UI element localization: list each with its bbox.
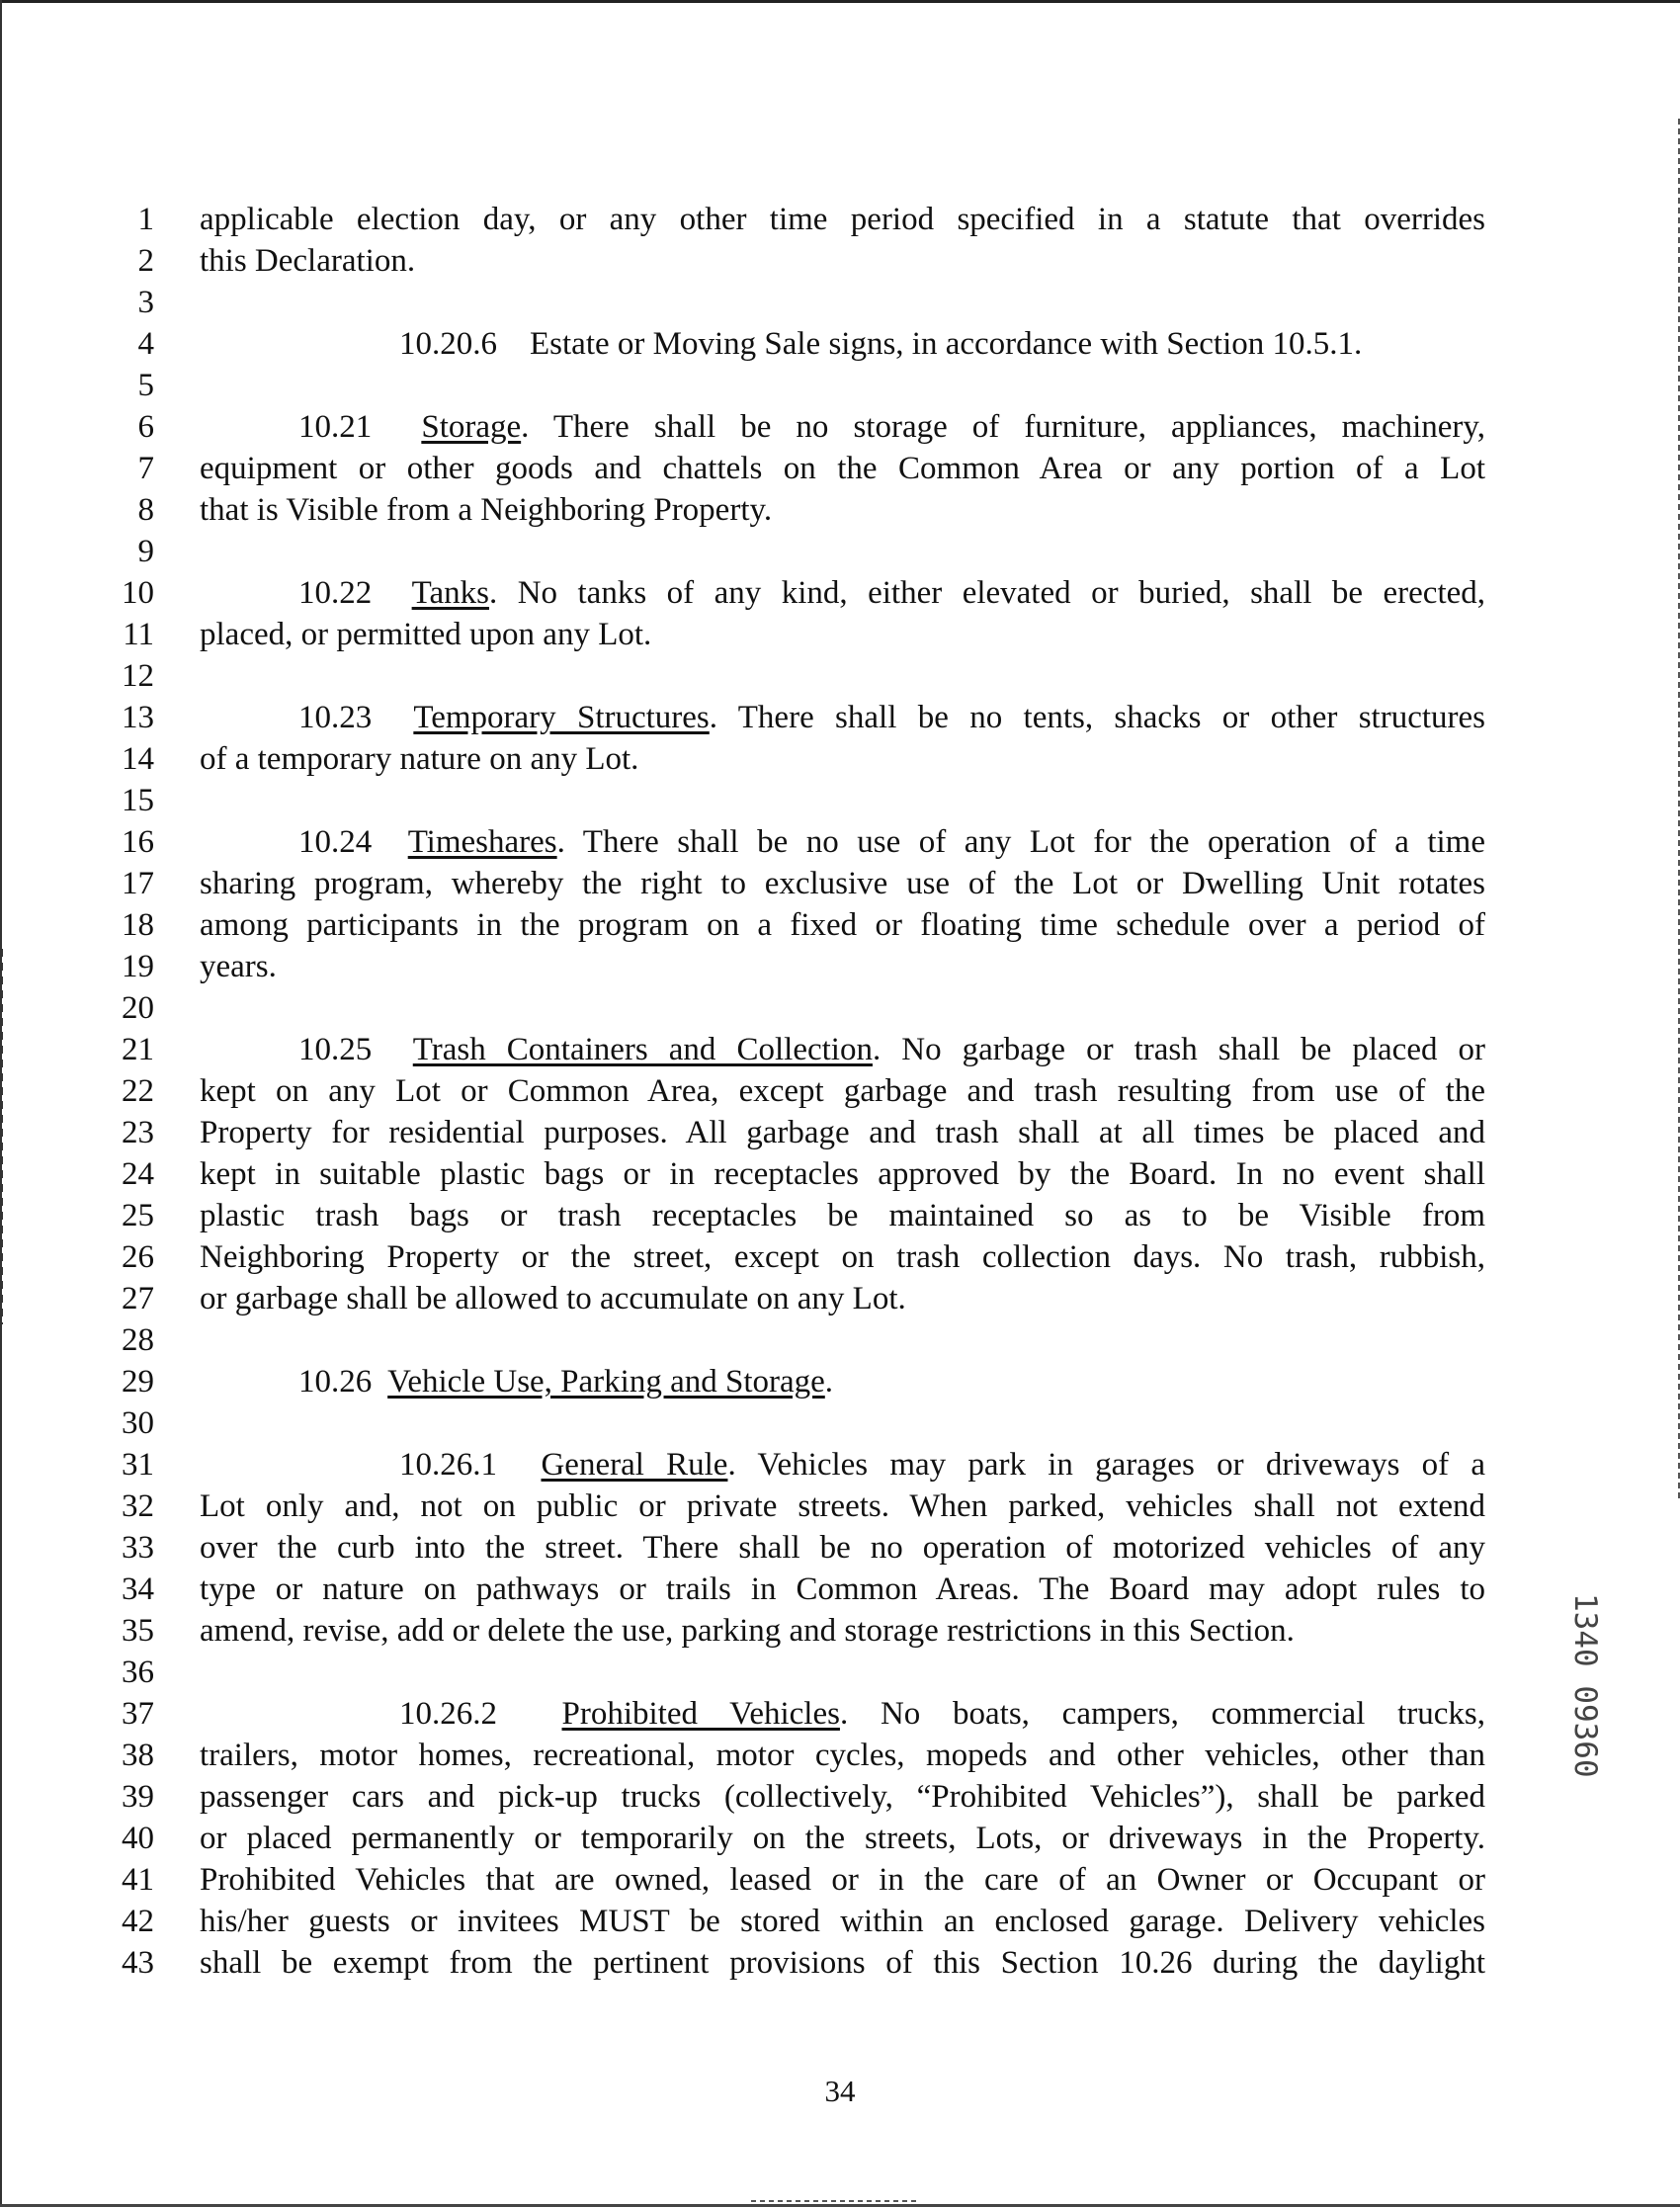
line-text: plastic trash bags or trash receptacles be maintained so as to be Visible from [200, 1198, 1485, 1233]
section-number: 10.21 [298, 409, 397, 445]
line-text: Neighboring Property or the street, except on trash collection days. No trash, rubbish, [200, 1239, 1485, 1275]
section-body: . Vehicles may park in garages or driveways of a [727, 1447, 1486, 1483]
line-text: his/her guests or invitees MUST be stored within an enclosed garage. Delivery vehicles [200, 1904, 1485, 1939]
line-text: sharing program, whereby the right to exclusive use of the Lot or Dwelling Unit rotates [200, 866, 1485, 901]
line-text: 10.20.6 Estate or Moving Sale signs, in accordance with Section 10.5.1. [399, 326, 1363, 362]
line-text [399, 1444, 1485, 1485]
line-text: kept in suitable plastic bags or in receptacles approved by the Board. In no event shall [200, 1156, 1485, 1192]
document-line [0, 1693, 1680, 1735]
line-text [298, 1361, 1485, 1402]
document-line [0, 1652, 1680, 1693]
line-number: 10 [122, 575, 154, 611]
line-number: 9 [137, 534, 154, 569]
section-heading: Temporary Structures [413, 700, 710, 735]
section-body: . No tanks of any kind, either elevated or buried, shall be erected, [488, 575, 1486, 611]
line-number: 35 [122, 1613, 154, 1649]
line-number: 23 [122, 1115, 154, 1150]
section-number: 10.26.2 [399, 1696, 530, 1732]
line-number: 29 [122, 1364, 154, 1400]
document-line [0, 1569, 1680, 1610]
section-number: 10.26.1 [399, 1447, 520, 1483]
document-line [0, 863, 1680, 904]
document-line [0, 365, 1680, 406]
section-heading: Vehicle Use, Parking and Storage [387, 1364, 825, 1400]
document-line [0, 448, 1680, 489]
line-text: shall be exempt from the pertinent provisions of this Section 10.26 during the daylight [200, 1945, 1485, 1981]
document-line [0, 282, 1680, 323]
line-text: kept on any Lot or Common Area, except garbage and trash resulting from use of the [200, 1073, 1485, 1109]
line-text: or garbage shall be allowed to accumulate on any Lot. [200, 1281, 906, 1316]
line-text: Prohibited Vehicles that are owned, leased or in the care of an Owner or Occupant or [200, 1862, 1485, 1898]
line-text: amend, revise, add or delete the use, parking and storage restrictions in this Section. [200, 1613, 1295, 1649]
line-text: trailers, motor homes, recreational, motor cycles, mopeds and other vehicles, other than [200, 1738, 1485, 1773]
line-text: this Declaration. [200, 243, 416, 279]
line-text: or placed permanently or temporarily on the streets, Lots, or driveways in the Property. [200, 1821, 1485, 1856]
line-text: years. [200, 949, 277, 984]
line-number: 26 [122, 1239, 154, 1275]
line-number: 42 [122, 1904, 154, 1939]
line-number: 6 [137, 409, 154, 445]
line-number: 34 [122, 1571, 154, 1607]
document-line [0, 406, 1680, 448]
line-number: 12 [122, 658, 154, 694]
line-text [298, 572, 1485, 614]
line-text [298, 821, 1485, 863]
scan-bottom-dash [751, 2200, 919, 2202]
section-heading: General Rule [541, 1447, 728, 1483]
document-line [0, 323, 1680, 365]
line-number: 15 [122, 783, 154, 818]
line-number: 19 [122, 949, 154, 984]
section-body: . There shall be no use of any Lot for the operation of a time [556, 824, 1485, 860]
document-line [0, 1319, 1680, 1361]
line-text [399, 1693, 1485, 1735]
document-line [0, 1818, 1680, 1859]
line-text: applicable election day, or any other time period specified in a statute that overrides [200, 202, 1485, 237]
line-number: 22 [122, 1073, 154, 1109]
section-body: . No boats, campers, commercial trucks, [839, 1696, 1486, 1732]
line-text: among participants in the program on a fixed or floating time schedule over a period of [200, 907, 1485, 943]
document-line [0, 1859, 1680, 1901]
page-number: 34 [824, 2074, 856, 2108]
document-line [0, 1942, 1680, 1984]
line-number: 36 [122, 1655, 154, 1690]
line-number: 38 [122, 1738, 154, 1773]
line-text [298, 697, 1485, 738]
line-number: 2 [137, 243, 154, 279]
section-body: . There shall be no tents, shacks or other structures [709, 700, 1486, 735]
document-line [0, 1402, 1680, 1444]
line-text: Property for residential purposes. All garbage and trash shall at all times be placed and [200, 1115, 1485, 1150]
line-number: 33 [122, 1530, 154, 1566]
line-text: type or nature on pathways or trails in Common Areas. The Board may adopt rules to [200, 1571, 1485, 1607]
line-number: 11 [123, 617, 154, 652]
line-text: Lot only and, not on public or private streets. When parked, vehicles shall not extend [200, 1488, 1485, 1524]
line-number: 32 [122, 1488, 154, 1524]
recording-stamp [1567, 1593, 1650, 1929]
document-line [0, 946, 1680, 987]
document-line [0, 531, 1680, 572]
document-line [0, 1527, 1680, 1569]
line-number: 17 [122, 866, 154, 901]
line-number: 18 [122, 907, 154, 943]
scan-edge-top [0, 0, 1680, 3]
line-number: 1 [137, 202, 154, 237]
document-line [0, 821, 1680, 863]
document-line [0, 1444, 1680, 1485]
line-number: 7 [137, 451, 154, 486]
section-heading: Trash Containers and Collection [412, 1032, 873, 1067]
section-number: 10.22 [298, 575, 392, 611]
line-number: 30 [122, 1405, 154, 1441]
document-line [0, 780, 1680, 821]
line-number: 3 [137, 285, 154, 320]
document-line [0, 199, 1680, 240]
document-line [0, 1901, 1680, 1942]
line-number: 4 [137, 326, 154, 362]
section-number: 10.25 [298, 1032, 393, 1067]
line-number: 37 [122, 1696, 154, 1732]
section-heading: Prohibited Vehicles [561, 1696, 840, 1732]
recording-stamp-text: 1340 09360 [1567, 1593, 1603, 1778]
line-number: 31 [122, 1447, 154, 1483]
document-line [0, 1070, 1680, 1112]
document-line [0, 1735, 1680, 1776]
section-body: . There shall be no storage of furniture, appliances, machinery, [521, 409, 1485, 445]
line-number: 24 [122, 1156, 154, 1192]
line-text [298, 406, 1485, 448]
document-line [0, 738, 1680, 780]
line-number: 16 [122, 824, 154, 860]
line-number: 20 [122, 990, 154, 1026]
document-line [0, 987, 1680, 1029]
line-number: 43 [122, 1945, 154, 1981]
line-text: placed, or permitted upon any Lot. [200, 617, 652, 652]
line-text: passenger cars and pick-up trucks (collectively, “Prohibited Vehicles”), shall be parked [200, 1779, 1485, 1815]
line-number: 21 [122, 1032, 154, 1067]
line-number: 5 [137, 368, 154, 403]
line-number: 13 [122, 700, 154, 735]
line-text: equipment or other goods and chattels on the Common Area or any portion of a Lot [200, 451, 1485, 486]
line-number: 14 [122, 741, 154, 777]
document-line [0, 697, 1680, 738]
line-number: 25 [122, 1198, 154, 1233]
section-body: . No garbage or trash shall be placed or [872, 1032, 1485, 1067]
document-line [0, 904, 1680, 946]
line-text: over the curb into the street. There shall be no operation of motorized vehicles of any [200, 1530, 1485, 1566]
document-line [0, 1610, 1680, 1652]
section-number: 10.26 [298, 1364, 380, 1400]
section-heading: Tanks [411, 575, 489, 611]
document-line [0, 1485, 1680, 1527]
section-heading: Storage [421, 409, 522, 445]
line-text [298, 1029, 1485, 1070]
line-number: 28 [122, 1322, 154, 1358]
document-line [0, 1029, 1680, 1070]
section-heading: Timeshares [407, 824, 557, 860]
document-line [0, 1361, 1680, 1402]
line-number: 40 [122, 1821, 154, 1856]
section-body: . [824, 1364, 834, 1400]
document-line [0, 240, 1680, 282]
document-line [0, 1236, 1680, 1278]
document-line [0, 1112, 1680, 1153]
document-line [0, 1195, 1680, 1236]
line-number: 8 [137, 492, 154, 528]
line-number: 27 [122, 1281, 154, 1316]
line-number: 39 [122, 1779, 154, 1815]
document-line [0, 1776, 1680, 1818]
line-number: 41 [122, 1862, 154, 1898]
line-text: that is Visible from a Neighboring Property. [200, 492, 773, 528]
section-number: 10.23 [298, 700, 393, 735]
document-line [0, 489, 1680, 531]
line-text: of a temporary nature on any Lot. [200, 741, 639, 777]
document-line [0, 655, 1680, 697]
document-line [0, 1278, 1680, 1319]
document-line [0, 614, 1680, 655]
document-line [0, 1153, 1680, 1195]
document-line [0, 572, 1680, 614]
section-number: 10.24 [298, 824, 390, 860]
